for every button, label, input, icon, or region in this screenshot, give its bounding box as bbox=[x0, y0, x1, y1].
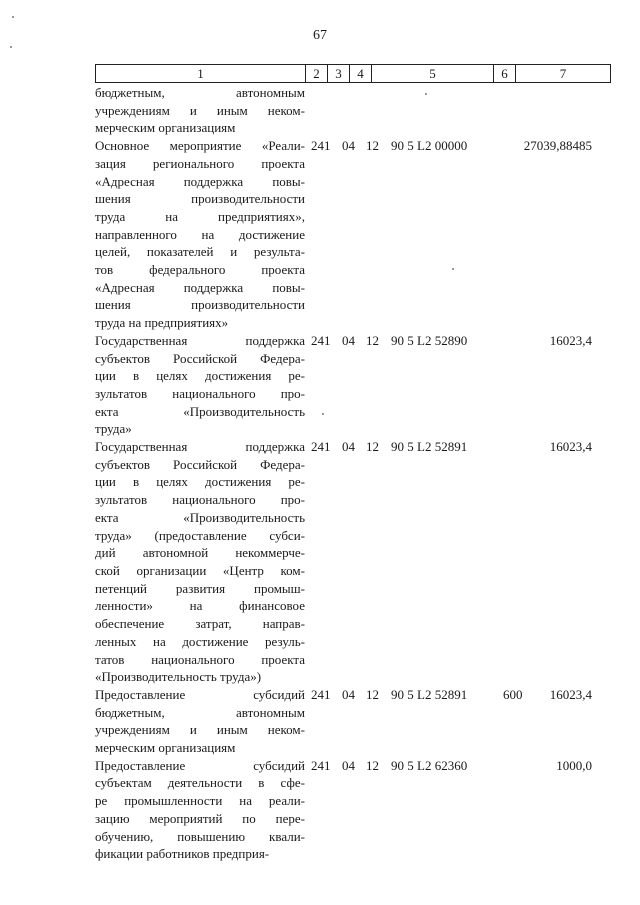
row-description bbox=[95, 137, 305, 332]
scan-speck bbox=[10, 46, 12, 48]
description-line: зация регионального проекта bbox=[95, 155, 305, 171]
scan-speck bbox=[12, 16, 14, 18]
description-line: труда» (предоставление субси- bbox=[95, 527, 305, 543]
description-line: татов национального проекта bbox=[95, 651, 305, 667]
row-description bbox=[95, 332, 305, 438]
table-row bbox=[95, 686, 610, 757]
code-csr: 90 5 L2 62360 bbox=[391, 757, 468, 773]
description-line: бюджетным, автономным bbox=[95, 704, 305, 720]
code-rz: 04 bbox=[342, 332, 355, 348]
code-pr: 12 bbox=[366, 439, 379, 455]
column-header: 4 bbox=[350, 65, 372, 83]
scan-speck bbox=[425, 93, 427, 95]
row-description bbox=[95, 757, 305, 863]
description-line: тов федерального проекта bbox=[95, 262, 305, 278]
row-amount: 16023,4 bbox=[549, 686, 592, 702]
description-line: Основное мероприятие «Реали- bbox=[95, 138, 305, 154]
description-line: ции в целях достижения ре- bbox=[95, 474, 305, 490]
description-line: субъектов Российской Федера- bbox=[95, 350, 305, 366]
code-rz: 04 bbox=[342, 138, 355, 154]
description-line: фикации работников предприя- bbox=[95, 846, 270, 862]
description-line: зацию мероприятий по пере- bbox=[95, 810, 305, 826]
description-line: ской организации «Центр ком- bbox=[95, 562, 305, 578]
row-amount: 27039,88485 bbox=[523, 138, 592, 154]
code-csr: 90 5 L2 52890 bbox=[391, 332, 468, 348]
description-line: «Производительность труда») bbox=[95, 669, 262, 685]
description-line: зультатов национального про- bbox=[95, 385, 305, 401]
row-amount: 1000,0 bbox=[556, 757, 592, 773]
code-gl: 241 bbox=[311, 686, 331, 702]
code-csr: 90 5 L2 52891 bbox=[391, 439, 468, 455]
code-gl: 241 bbox=[311, 138, 331, 154]
description-line: Предоставление субсидий bbox=[95, 757, 305, 773]
row-amount: 16023,4 bbox=[549, 439, 592, 455]
table-row bbox=[95, 137, 610, 332]
description-line: обучению, повышению квали- bbox=[95, 828, 305, 844]
description-line: дий автономной некоммерче- bbox=[95, 545, 305, 561]
code-pr: 12 bbox=[366, 686, 379, 702]
column-header: 7 bbox=[516, 65, 611, 83]
table-row bbox=[95, 332, 610, 438]
page-number: 67 bbox=[313, 28, 327, 43]
code-csr: 90 5 L2 52891 bbox=[391, 686, 468, 702]
description-line: бюджетным, автономным bbox=[95, 85, 305, 100]
row-description bbox=[95, 438, 305, 686]
description-line: субъектов Российской Федера- bbox=[95, 456, 305, 472]
description-line: учреждениям и иным неком- bbox=[95, 102, 305, 118]
code-gl: 241 bbox=[311, 332, 331, 348]
description-line: труда на предприятиях» bbox=[95, 315, 229, 331]
code-pr: 12 bbox=[366, 332, 379, 348]
description-line: субъектам деятельности в сфе- bbox=[95, 775, 305, 791]
description-line: шения производительности bbox=[95, 191, 305, 207]
scan-speck bbox=[322, 413, 324, 415]
row-amount: 16023,4 bbox=[549, 332, 592, 348]
code-pr: 12 bbox=[366, 757, 379, 773]
row-description bbox=[95, 84, 305, 137]
description-line: Предоставление субсидий bbox=[95, 686, 305, 702]
column-header: 2 bbox=[306, 65, 328, 83]
description-line: мерческим организациям bbox=[95, 740, 236, 756]
budget-table-body bbox=[95, 84, 610, 863]
code-rz: 04 bbox=[342, 686, 355, 702]
description-line: екта «Производительность bbox=[95, 509, 305, 525]
code-rz: 04 bbox=[342, 439, 355, 455]
description-line: труда» bbox=[95, 421, 132, 437]
description-line: мерческим организациям bbox=[95, 120, 236, 136]
scan-speck bbox=[452, 268, 454, 270]
description-line: направленного на достижение bbox=[95, 226, 305, 242]
description-line: ленности» на финансовое bbox=[95, 598, 305, 614]
description-line: «Адресная поддержка повы- bbox=[95, 173, 305, 189]
code-gl: 241 bbox=[311, 757, 331, 773]
description-line: ре промышленности на реали- bbox=[95, 793, 305, 809]
code-gl: 241 bbox=[311, 439, 331, 455]
table-row bbox=[95, 757, 610, 863]
description-line: ленных на достижение резуль- bbox=[95, 633, 305, 649]
description-line: зультатов национального про- bbox=[95, 492, 305, 508]
table-row bbox=[95, 438, 610, 686]
table-row bbox=[95, 84, 610, 137]
row-description bbox=[95, 686, 305, 757]
column-header: 1 bbox=[96, 65, 306, 83]
column-header: 3 bbox=[328, 65, 350, 83]
code-pr: 12 bbox=[366, 138, 379, 154]
description-line: ции в целях достижения ре- bbox=[95, 368, 305, 384]
column-header: 5 bbox=[372, 65, 494, 83]
description-line: Государственная поддержка bbox=[95, 439, 305, 455]
column-header-row bbox=[96, 65, 611, 83]
description-line: целей, показателей и результа- bbox=[95, 244, 305, 260]
column-header-table bbox=[95, 64, 611, 83]
description-line: екта «Производительность bbox=[95, 403, 305, 419]
code-csr: 90 5 L2 00000 bbox=[391, 138, 468, 154]
description-line: петенций развития промыш- bbox=[95, 580, 305, 596]
description-line: Государственная поддержка bbox=[95, 332, 305, 348]
column-header: 6 bbox=[494, 65, 516, 83]
description-line: «Адресная поддержка повы- bbox=[95, 279, 305, 295]
code-vr: 600 bbox=[503, 686, 523, 702]
code-rz: 04 bbox=[342, 757, 355, 773]
description-line: шения производительности bbox=[95, 297, 305, 313]
description-line: труда на предприятиях», bbox=[95, 208, 305, 224]
description-line: обеспечение затрат, направ- bbox=[95, 616, 305, 632]
description-line: учреждениям и иным неком- bbox=[95, 722, 305, 738]
